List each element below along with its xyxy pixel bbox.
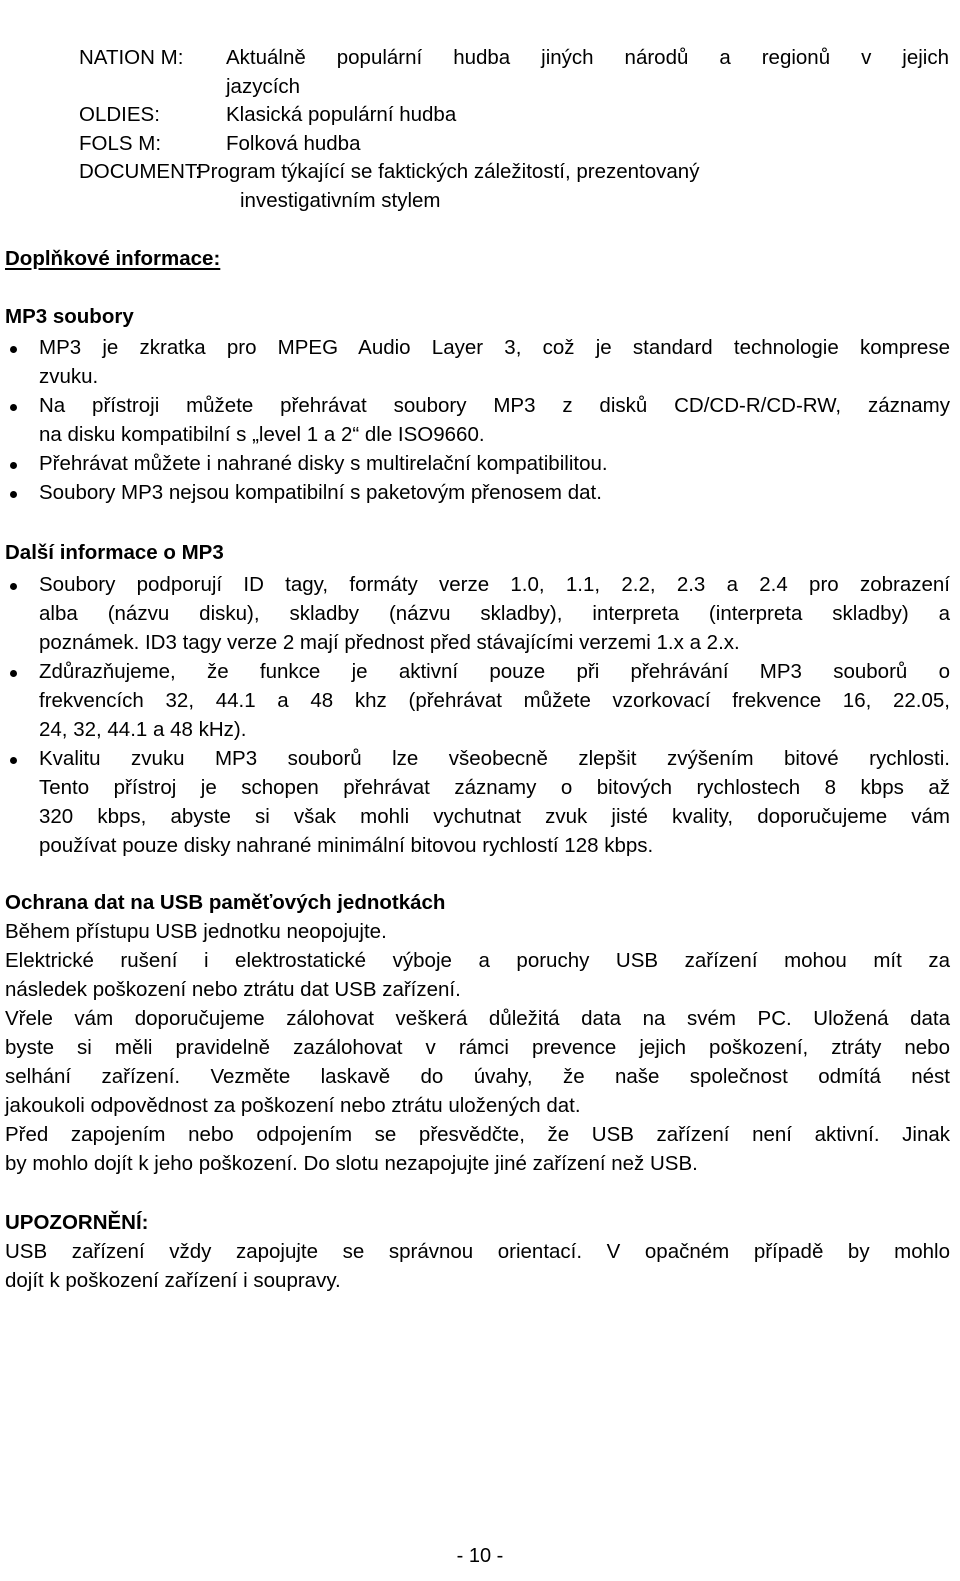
- list-item-line: MP3 je zkratka pro MPEG Audio Layer 3, což je standard technologie komprese: [39, 336, 950, 359]
- genre-code: DOCUMENT:: [79, 160, 201, 183]
- bullet-icon: [10, 670, 17, 677]
- warning-heading: UPOZORNĚNÍ:: [5, 1211, 149, 1234]
- genre-document: [79, 157, 949, 217]
- list-item-line: zvuku.: [39, 365, 99, 388]
- page-number: - 10 -: [456, 1545, 504, 1567]
- genre-desc-line: Folková hudba: [226, 132, 361, 155]
- list-item-line: 320 kbps, abyste si však mohli vychutnat zvuk jisté kvality, doporučujeme vám: [39, 805, 950, 828]
- list-item-line: Soubory podporují ID tagy, formáty verze 1.0, 1.1, 2.2, 2.3 a 2.4 pro zobrazení: [39, 573, 950, 596]
- paragraph-line: by mohlo dojít k jeho poškození. Do slotu nezapojujte jiné zařízení než USB.: [5, 1152, 698, 1175]
- genre-desc-line: Aktuálně populární hudba jiných národů a regionů v jejich: [226, 46, 949, 69]
- paragraph-line: Před zapojením nebo odpojením se přesvědčte, že USB zařízení není aktivní. Jinak: [5, 1123, 950, 1146]
- list-item-line: 24, 32, 44.1 a 48 kHz).: [39, 718, 247, 741]
- list-item-line: Zdůrazňujeme, že funkce je aktivní pouze při přehrávání MP3 souborů o: [39, 660, 950, 683]
- paragraph-line: dojít k poškození zařízení i soupravy.: [5, 1269, 341, 1292]
- subheading-more-mp3: Další informace o MP3: [5, 541, 224, 564]
- paragraph-line: Během přístupu USB jednotku neopojujte.: [5, 920, 387, 943]
- genre-desc-line: Klasická populární hudba: [226, 103, 457, 126]
- list-item-line: Tento přístroj je schopen přehrávat záznamy o bitových rychlostech 8 kbps až: [39, 776, 950, 799]
- list-item-line: alba (názvu disku), skladby (názvu skladby), interpreta (interpreta skladby) a: [39, 602, 950, 625]
- paragraph-line: USB zařízení vždy zapojujte se správnou orientací. V opačném případě by mohlo: [5, 1240, 950, 1263]
- genre-code: OLDIES:: [79, 103, 160, 126]
- paragraph-line: jakoukoli odpovědnost za poškození nebo ztrátu uložených dat.: [5, 1094, 581, 1117]
- subheading-mp3-files: MP3 soubory: [5, 305, 134, 328]
- list-item-line: Přehrávat můžete i nahrané disky s multirelační kompatibilitou.: [39, 452, 608, 475]
- bullet-icon: [10, 757, 17, 764]
- genre-desc-line: Program týkající se faktických záležitostí, prezentovaný: [197, 160, 700, 183]
- paragraph-line: Elektrické rušení i elektrostatické výboje a poruchy USB zařízení mohou mít za: [5, 949, 950, 972]
- genre-oldies: [79, 100, 949, 130]
- list-item-line: používat pouze disky nahrané minimální bitovou rychlostí 128 kbps.: [39, 834, 654, 857]
- list-item-line: na disku kompatibilní s „level 1 a 2“ dle ISO9660.: [39, 423, 485, 446]
- list-item-line: Na přístroji můžete přehrávat soubory MP3 z disků CD/CD-R/CD-RW, záznamy: [39, 394, 950, 417]
- bullet-icon: [10, 462, 17, 469]
- genre-fols-m: [79, 129, 949, 159]
- genre-code: FOLS M:: [79, 132, 162, 155]
- paragraph-line: byste si měli pravidelně zazálohovat v rámci prevence jejich poškození, ztráty nebo: [5, 1036, 950, 1059]
- genre-desc-line: jazycích: [226, 75, 301, 98]
- list-item-line: frekvencích 32, 44.1 a 48 khz (přehrávat můžete vzorkovací frekvence 16, 22.05,: [39, 689, 950, 712]
- genre-desc-line: investigativním stylem: [240, 189, 441, 212]
- genre-code: NATION M:: [79, 46, 184, 69]
- section-heading-supplementary: Doplňkové informace:: [5, 247, 221, 270]
- paragraph-line: Vřele vám doporučujeme zálohovat veškerá důležitá data na svém PC. Uložená data: [5, 1007, 950, 1030]
- bullet-icon: [10, 491, 17, 498]
- list-item-line: Soubory MP3 nejsou kompatibilní s paketovým přenosem dat.: [39, 481, 602, 504]
- bullet-icon: [10, 583, 17, 590]
- paragraph-line: selhání zařízení. Vezměte laskavě do úvahy, že naše společnost odmítá nést: [5, 1065, 950, 1088]
- section-heading-usb: Ochrana dat na USB paměťových jednotkách: [5, 891, 446, 914]
- list-item-line: Kvalitu zvuku MP3 souborů lze všeobecně zlepšit zvýšením bitové rychlosti.: [39, 747, 950, 770]
- list-item-line: poznámek. ID3 tagy verze 2 mají přednost před stávajícími verzemi 1.x a 2.x.: [39, 631, 740, 654]
- bullet-icon: [10, 346, 17, 353]
- paragraph-line: následek poškození nebo ztrátu dat USB zařízení.: [5, 978, 461, 1001]
- genre-nation-m: [79, 43, 949, 103]
- bullet-icon: [10, 404, 17, 411]
